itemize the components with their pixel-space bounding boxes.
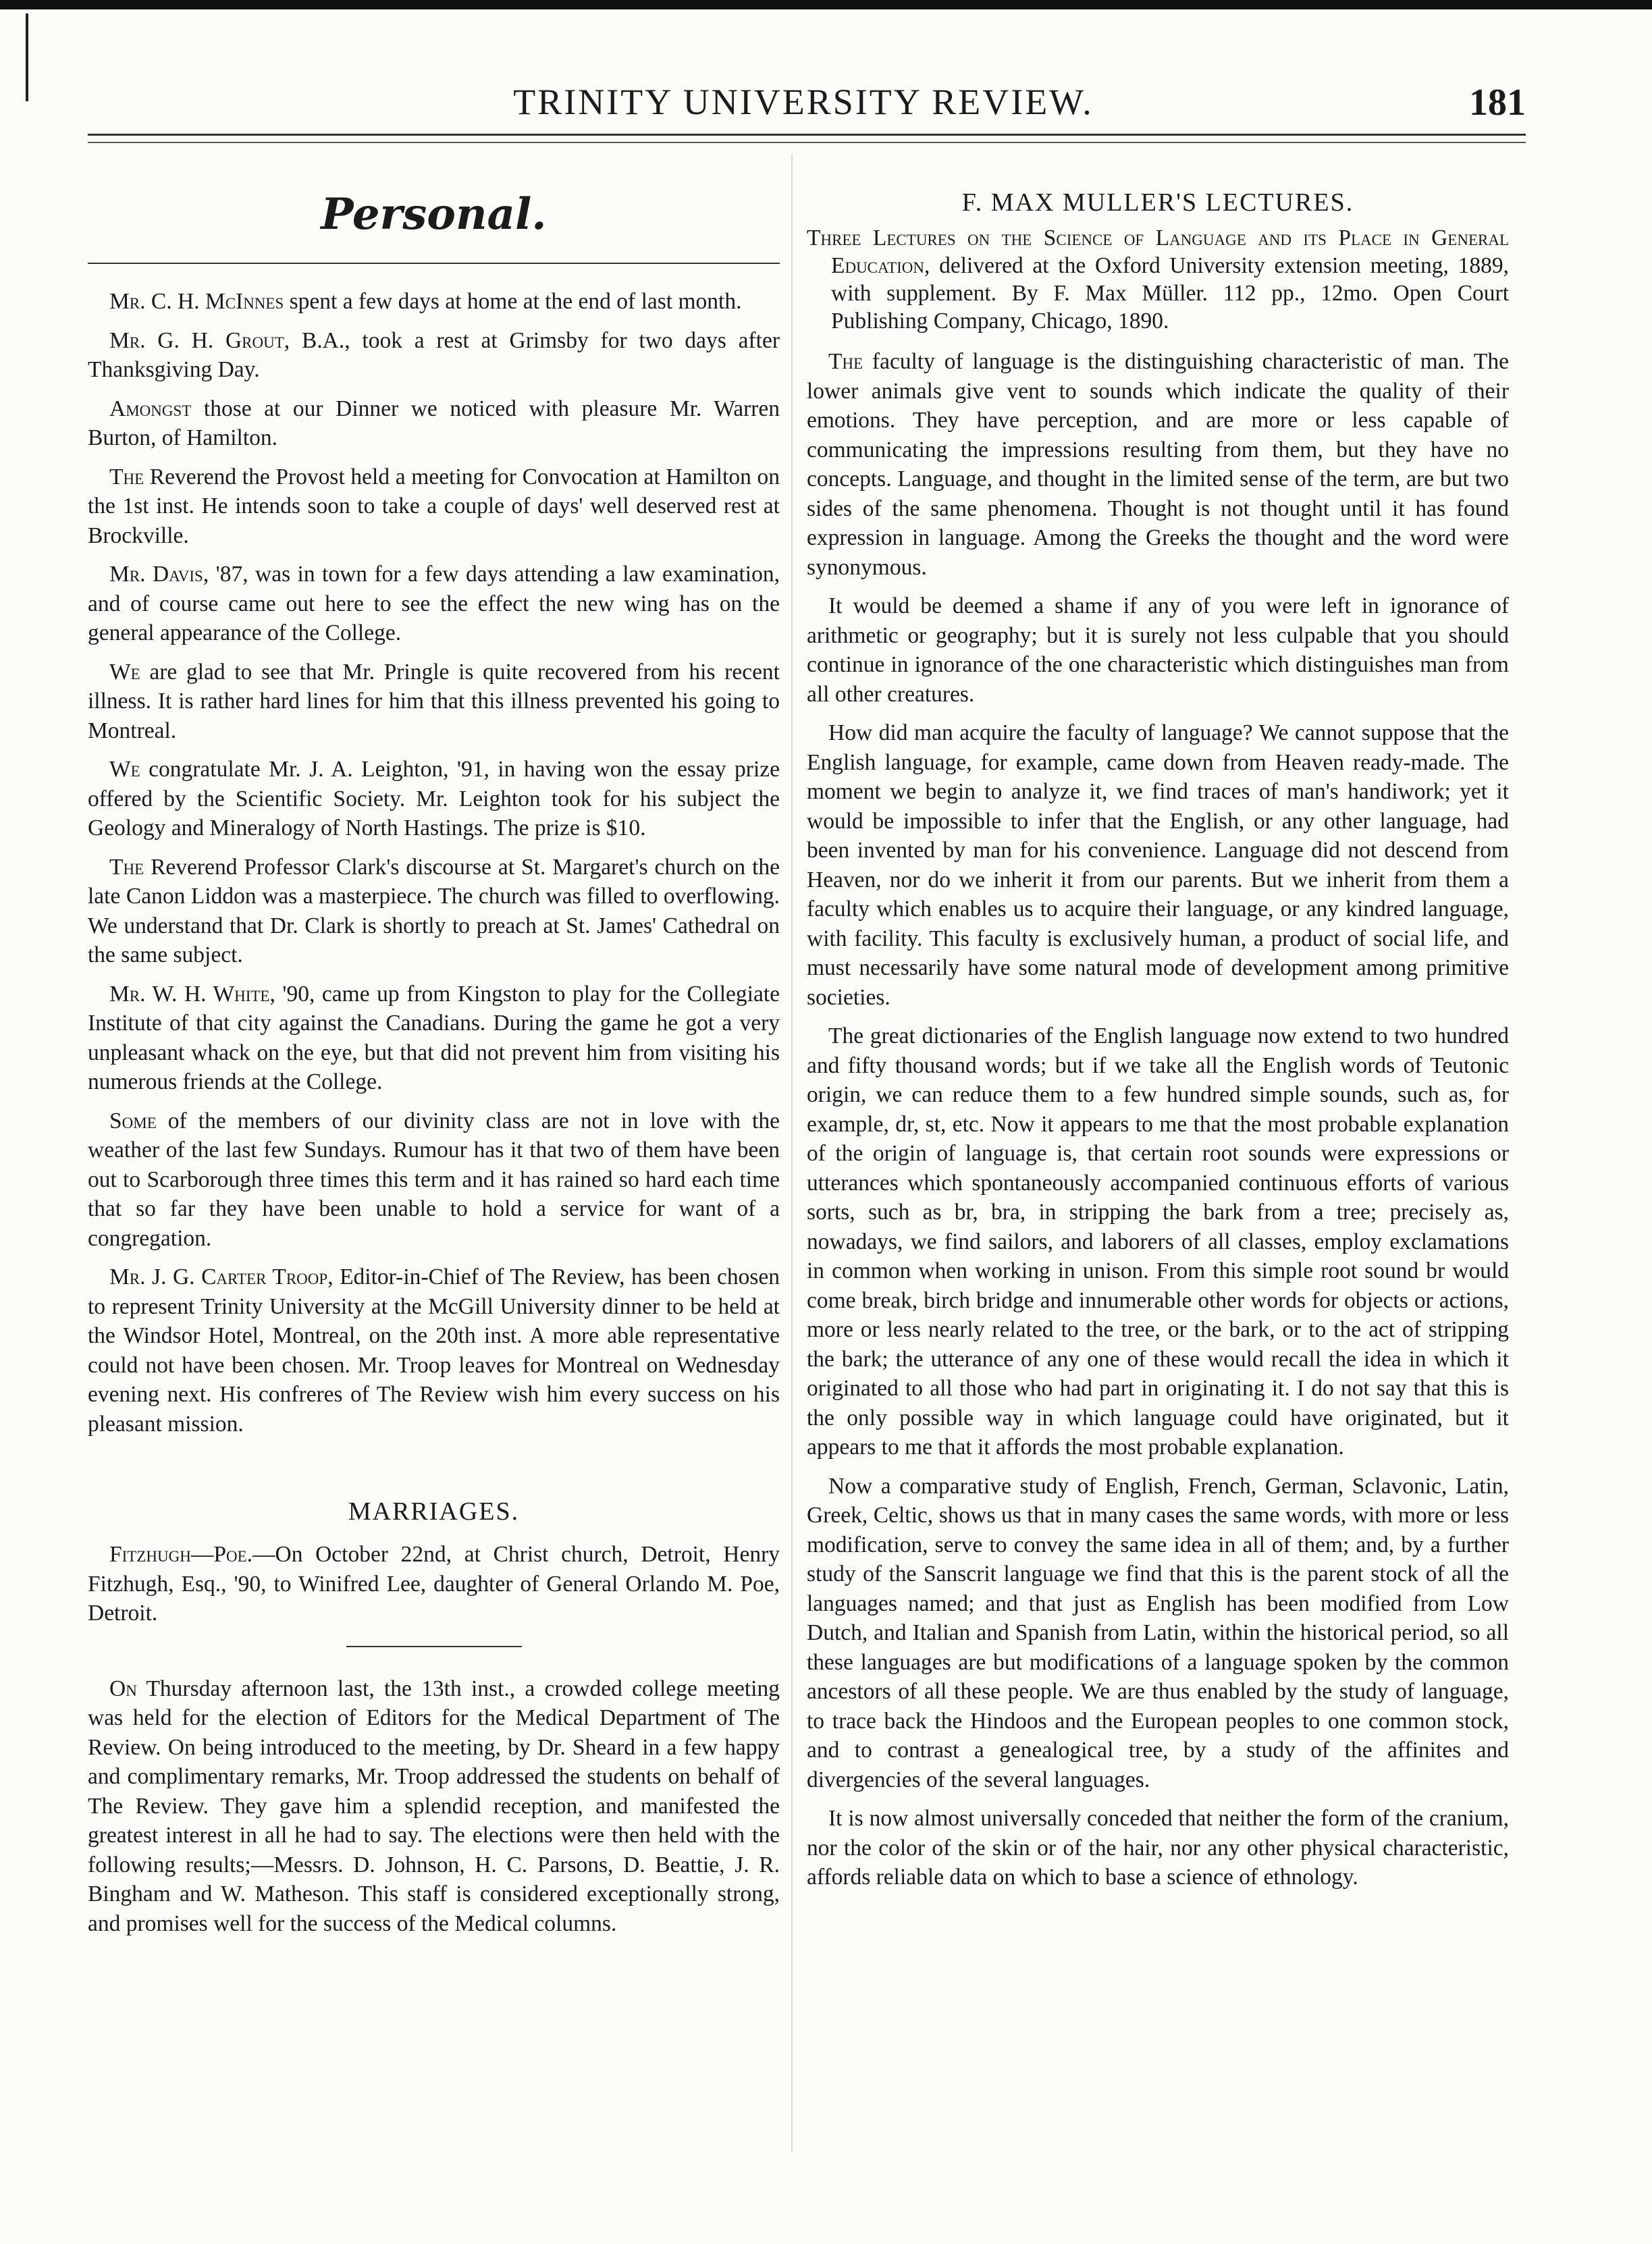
- lectures-paragraph-6: It is now almost universally conceded that neither the form of the cranium, nor the color of the skin or of the hair, nor any other physical characteristic, affords reliable data on which to base a science of ethnology.: [807, 1806, 1509, 1890]
- medical-paragraph: [88, 1674, 780, 1939]
- personal-item-text: , '87, was in town for a few days attending a law examination, and of course came out here to see the effect the new wing has on the general appearance of the College.: [88, 562, 780, 645]
- personal-item: [88, 287, 780, 317]
- page-number: 181: [1469, 82, 1526, 124]
- personal-item: [88, 755, 780, 843]
- personal-item-text: those at our Dinner we noticed with pleasure Mr. Warren Burton, of Hamilton.: [88, 396, 780, 450]
- marriages-heading: MARRIAGES.: [348, 1497, 520, 1526]
- personal-item-lead: Amongst: [109, 396, 192, 421]
- personal-item: [88, 462, 780, 551]
- lectures-paragraph-5: Now a comparative study of English, French, German, Sclavonic, Latin, Greek, Celtic, shows us that in many cases the same words, with more or less modification, serve to convey the same idea in all of them; and, by a further study of the Sanscrit language we find that this is the parent stock of all the languages named; and that just as English has been modified from Low Dutch, and Italian and Spanish from Latin, within the historical period, so all these languages are but modifications of a language spoken by the common ancestors of all these people. We are thus enabled by the study of language, to trace back the Hindoos and the European peoples to one common stock, and to contrast a genealogical tree, by a study of the affinites and divergencies of the several languages.: [807, 1473, 1509, 1792]
- column-separator: [791, 154, 793, 2152]
- personal-item-lead: Mr. Davis: [109, 562, 203, 587]
- right-column: [807, 154, 1509, 1902]
- personal-item-lead: Mr. J. G. Carter Troop: [109, 1264, 328, 1289]
- personal-item-text: spent a few days at home at the end of last month.: [284, 289, 742, 314]
- header-rule: [88, 134, 1526, 143]
- medical-text: Thursday afternoon last, the 13th inst., a crowded college meeting was held for the election of Editors for the Medical Department of The Review. On being introduced to the meeting, by Dr. Sheard in a few happy and complimentary remarks, Mr. Troop addressed the students on behalf of The Review. They gave him a splendid reception, and manifested the greatest interest in all he had to say. The elections were then held with the following results;—Messrs. D. Johnson, H. C. Parsons, D. Beattie, J. R. Bingham and W. Matheson. This staff is considered exceptionally strong, and promises well for the success of the Medical columns.: [88, 1676, 780, 1936]
- personal-item-lead: Mr. W. H. White: [109, 981, 270, 1007]
- marriage-entry-text: —On October 22nd, at Christ church, Detroit, Henry Fitzhugh, Esq., '90, to Winifred Lee, daughter of General Orlando M. Poe, Detroit.: [88, 1542, 780, 1626]
- lectures-paragraph-2: It would be deemed a shame if any of you were left in ignorance of arithmetic or geography; but it is surely not less culpable that you should continue in ignorance of the one characteristic which distinguishes man from all other creatures.: [807, 593, 1509, 707]
- personal-item-lead: Mr. G. H. Grout: [109, 327, 284, 353]
- personal-item-text: , '90, came up from Kingston to play for the Collegiate Institute of that city against the Canadians. During the game he got a very unpleasant whack on the eye, but that did not prevent him from visiting his numerous friends at the College.: [88, 981, 780, 1094]
- personal-item-text: of the members of our divinity class are not in love with the weather of the last few Sundays. Rumour has it that two of them have been out to Scarborough three times this term and it has rained so hard each time that so far they have been unable to hold a service for want of a congregation.: [88, 1108, 780, 1251]
- marriage-entry-lead: Fitzhugh—Poe.: [109, 1542, 252, 1567]
- personal-item-text: , Editor-in-Chief of The Review, has been chosen to represent Trinity University at the McGill University dinner to be held at the Windsor Hotel, Montreal, on the 20th inst. A more able representative could not have been chosen. Mr. Troop leaves for Montreal on Wednesday evening next. His confreres of The Review wish him every success on his pleasant mission.: [88, 1264, 780, 1437]
- personal-item-lead: We: [109, 659, 140, 685]
- personal-item-text: congratulate Mr. J. A. Leighton, '91, in having won the essay prize offered by the Scientific Society. Mr. Leighton took for his subject the Geology and Mineralogy of North Hastings. The prize is $10.: [88, 757, 780, 840]
- personal-item-text: are glad to see that Mr. Pringle is quite recovered from his recent illness. It is rather hard lines for him that this illness prevented his going to Montreal.: [88, 659, 780, 743]
- lectures-paragraph-4: The great dictionaries of the English language now extend to two hundred and fifty thousand words; but if we take all the English words of Teutonic origin, we can reduce them to a few hundred simple sounds, such as, for example, dr, st, etc. Now it appears to me that the most probable explanation of the origin of language is, that certain root sounds were expressions or utterances which spontaneously accompanied continuous efforts of various sorts, such as br, bra, in stripping the bark from a tree; precisely as, nowadays, we find sailors, and laborers of all classes, employ exclamations in common when working in unison. From this simple root sound br would come break, birch bridge and innumerable other words for objects or actions, more or less nearly related to the tree, or the bark, or to the act of stripping the bark; the utterance of any one of these would recall the idea in which it originated to all those who had part in originating it. I do not say that this is the only possible way in which language could have originated, but it appears to me that it affords the most probable explanation.: [807, 1023, 1509, 1460]
- personal-item: [88, 853, 780, 970]
- lectures-paragraph-3: How did man acquire the faculty of language? We cannot suppose that the English language, for example, came down from Heaven ready-made. The moment we begin to analyze it, we find traces of man's handiwork; yet it would be impossible to infer that the English, or any other language, had been invented by man for his convenience. Language did not descend from Heaven, nor do we inherit it from our parents. But we inherit from them a faculty which enables us to acquire their language, or any kindred language, with facility. This faculty is exclusively human, a product of social life, and must necessarily have some natural mode of development among primitive societies.: [807, 720, 1509, 1010]
- journal-title: TRINITY UNIVERSITY REVIEW.: [513, 82, 1094, 122]
- personal-item-lead: The: [109, 464, 144, 489]
- personal-item: [88, 326, 780, 385]
- paragraph-1-text: faculty of language is the distinguishing characteristic of man. The lower animals give vent to sounds which indicate the quality of their emotions. They have perception, and are more or less capable of communicating the impressions resulting from them, but they have no concepts. Language, and thought in the limited sense of the term, are but two sides of the same phenomena. Thought is not thought until it has found expression in language. Among the Greeks the thought and the word were synonymous.: [807, 349, 1509, 580]
- citation-details: delivered at the Oxford University extension meeting, 1889, with supplement. By F. Max Müller. 112 pp., 12mo. Open Court Publishing Company, Chicago, 1890.: [831, 253, 1509, 333]
- personal-heading-rule: [88, 263, 780, 264]
- medical-lead: On: [109, 1676, 137, 1701]
- personal-item: [88, 1262, 780, 1439]
- personal-item: [88, 1106, 780, 1254]
- personal-item-lead: Some: [109, 1108, 157, 1133]
- personal-item: [88, 980, 780, 1097]
- personal-heading: Personal.: [321, 189, 547, 240]
- top-edge-bar: [0, 0, 1652, 9]
- lectures-heading: F. MAX MULLER'S LECTURES.: [961, 188, 1354, 217]
- personal-item-text: Reverend Professor Clark's discourse at St. Margaret's church on the late Canon Liddon was a masterpiece. The church was filled to overflowing. We understand that Dr. Clark is shortly to preach at St. James' Cathedral on the same subject.: [88, 854, 780, 967]
- personal-item-text: Reverend the Provost held a meeting for Convocation at Hamilton on the 1st inst. He intends soon to take a couple of days' well deserved rest at Brockville.: [88, 464, 780, 548]
- paragraph-1-lead: The: [828, 349, 863, 374]
- left-margin-mark: [26, 14, 28, 101]
- lectures-paragraph-1: [807, 347, 1509, 582]
- marriage-entry: [88, 1540, 780, 1628]
- left-column: [88, 154, 780, 1948]
- personal-item-lead: Mr. C. H. McInnes: [109, 289, 284, 314]
- personal-item-text: , B.A., took a rest at Grimsby for two days after Thanksgiving Day.: [88, 327, 780, 382]
- personal-item: [88, 560, 780, 648]
- marriages-rule: [346, 1646, 522, 1647]
- page-header: [81, 81, 1526, 135]
- personal-item-lead: We: [109, 757, 140, 782]
- personal-item-lead: The: [109, 854, 144, 880]
- personal-item: [88, 394, 780, 453]
- personal-item: [88, 658, 780, 746]
- personal-items: [88, 287, 780, 1439]
- citation-title: Three Lectures on the Science of Language and its Place in General Education,: [807, 225, 1509, 278]
- lectures-citation: [807, 224, 1509, 335]
